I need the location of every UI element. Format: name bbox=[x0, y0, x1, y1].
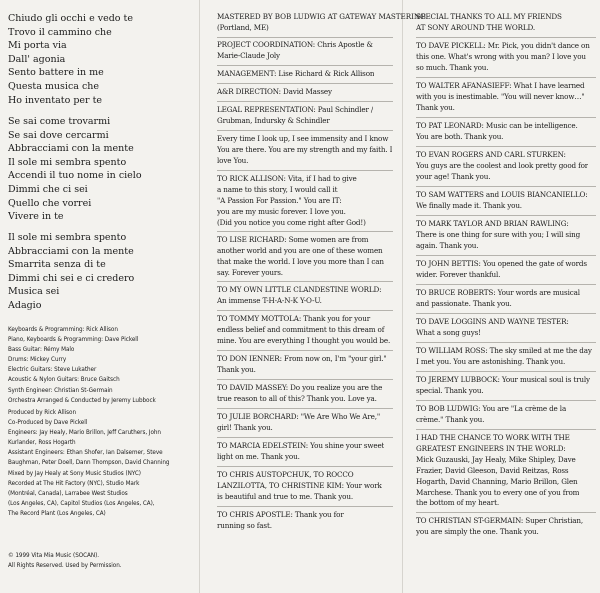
divider-rule bbox=[416, 215, 596, 216]
divider-rule bbox=[416, 77, 596, 78]
ack-line: Thank you. bbox=[217, 364, 256, 374]
lyrics-stanza bbox=[8, 12, 133, 107]
ack-line: say. Forever yours. bbox=[217, 267, 283, 277]
thanks-chris-apostle bbox=[217, 510, 344, 532]
divider-rule bbox=[416, 400, 596, 401]
ack-line: TO EVAN ROGERS AND CARL STURKEN: bbox=[416, 150, 566, 159]
ack-line: wider. Forever thankful. bbox=[416, 269, 501, 279]
ack-line: What a song guys! bbox=[416, 327, 481, 337]
divider-rule bbox=[416, 255, 596, 256]
ack-line: TO WALTER AFANASIEFF: What I have learned bbox=[416, 81, 585, 90]
ack-line: Hogarth, David Channing, Mario Brillon, Glen bbox=[416, 476, 578, 486]
ack-line: running so fast. bbox=[217, 520, 272, 530]
lyric-line: Abbracciami con la mente bbox=[8, 143, 134, 155]
thanks-evan-rogers-carl-sturken bbox=[416, 150, 588, 183]
ack-line: TO MARCIA EDELSTEIN: You shine your sweet bbox=[217, 441, 385, 450]
ack-line: A&R DIRECTION: David Massey bbox=[217, 87, 332, 96]
ack-line: You guys are the coolest and look pretty good for bbox=[416, 160, 589, 170]
copyright-notice bbox=[8, 551, 121, 571]
divider-rule bbox=[416, 117, 596, 118]
thanks-john-bettis bbox=[416, 259, 587, 281]
ack-line: TO TOMMY MOTTOLA: Thank you for your bbox=[217, 314, 370, 323]
credit-line: Piano, Keyboards & Programming: Dave Pickell bbox=[8, 336, 139, 344]
divider-rule bbox=[416, 186, 596, 187]
divider-rule bbox=[217, 466, 393, 467]
thanks-julie-borchard bbox=[217, 412, 380, 434]
ack-line: I HAD THE CHANCE TO WORK WITH THE bbox=[416, 433, 570, 442]
ack-line: MANAGEMENT: Lise Richard & Rick Allison bbox=[217, 69, 375, 78]
divider-rule bbox=[217, 310, 393, 311]
thanks-don-ienner bbox=[217, 354, 387, 376]
ack-line: TO JEREMY LUBBOCK: Your musical soul is truly bbox=[416, 375, 590, 384]
thanks-marcia-edelstein bbox=[217, 441, 384, 463]
divider-rule bbox=[217, 379, 393, 380]
thanks-rick-allison bbox=[217, 174, 366, 229]
ack-line: SPECIAL THANKS TO ALL MY FRIENDS bbox=[416, 12, 562, 21]
credit-line: Kurlander, Ross Hogarth bbox=[8, 439, 76, 447]
ack-line: Marie-Claude Joly bbox=[217, 50, 280, 60]
ack-line: An immense T-H-A-N-K Y-O-U. bbox=[217, 295, 322, 305]
lyrics-stanza bbox=[8, 231, 134, 313]
ack-line: TO BRUCE ROBERTS: Your words are musical bbox=[416, 288, 580, 297]
ack-line: girl! Thank you. bbox=[217, 422, 273, 432]
ack-line: again. Thank you. bbox=[416, 240, 479, 250]
thanks-engineers bbox=[416, 433, 579, 509]
ack-line: We finally made it. Thank you. bbox=[416, 200, 522, 210]
lyric-line: Smarrita senza di te bbox=[8, 259, 106, 271]
credit-line: Synth Engineer: Christian St-Germain bbox=[8, 386, 113, 394]
ack-line: true reason to all of this? Thank you. Love ya. bbox=[217, 393, 377, 403]
credit-line: Assistant Engineers: Ethan Shofer, Ian Dalsemer, Steve bbox=[8, 449, 163, 457]
ack-line: TO CHRIS AUSTOPCHUK, TO ROCCO bbox=[217, 470, 354, 479]
coordination-credit bbox=[217, 40, 373, 62]
panel-fold bbox=[199, 0, 200, 593]
mastering-credit bbox=[217, 12, 426, 34]
ack-line: so much. Thank you. bbox=[416, 62, 489, 72]
credit-line: Keyboards & Programming: Rick Allison bbox=[8, 326, 118, 333]
lyric-line: Adagio bbox=[8, 299, 42, 311]
lyric-line: Mi porta via bbox=[8, 40, 67, 52]
ack-line: (Did you notice you come right after God!) bbox=[217, 217, 366, 227]
ack-line: endless belief and commitment to this dream of bbox=[217, 324, 385, 334]
divider-rule bbox=[217, 65, 393, 66]
ack-line: TO DAVE LOGGINS AND WAYNE TESTER: bbox=[416, 317, 569, 326]
ack-line: TO LISE RICHARD: Some women are from bbox=[217, 235, 369, 244]
divider-rule bbox=[416, 429, 596, 430]
ack-line: a name to this story, I would call it bbox=[217, 184, 338, 194]
lyric-line: Trovo il cammino che bbox=[8, 26, 112, 38]
copyright-line: All Rights Reserved. Used by Permission. bbox=[8, 562, 122, 570]
musician-credits bbox=[8, 325, 156, 406]
divider-rule bbox=[416, 313, 596, 314]
thanks-david-massey bbox=[217, 383, 382, 405]
management-credit bbox=[217, 69, 374, 80]
divider-rule bbox=[416, 146, 596, 147]
legal-credit bbox=[217, 105, 373, 127]
credit-line: Acoustic & Nylon Guitars: Bruce Gaitsch bbox=[8, 376, 120, 384]
ack-line: MASTERED BY BOB LUDWIG AT GATEWAY MASTERING bbox=[217, 12, 426, 21]
thanks-lise-richard bbox=[217, 235, 384, 279]
ack-line: PROJECT COORDINATION: Chris Apostle & bbox=[217, 40, 373, 49]
divider-rule bbox=[217, 437, 393, 438]
divider-rule bbox=[217, 37, 393, 38]
ack-line: I met you. You are astonishing. Thank you. bbox=[416, 356, 566, 366]
ack-line: LANZILOTTA, TO CHRISTINE KIM: Your work bbox=[217, 480, 382, 490]
thanks-bob-ludwig bbox=[416, 404, 566, 426]
panel-fold bbox=[402, 0, 403, 593]
ack-line: another world and you are one of these women bbox=[217, 245, 383, 255]
ack-line: this one. What's wrong with you man? I love you bbox=[416, 51, 586, 61]
ack-line: mine. You are everything I thought you would be. bbox=[217, 335, 391, 345]
ack-line: (Portland, ME) bbox=[217, 22, 269, 32]
ack-line: You are there. You are my strength and my faith. I bbox=[217, 144, 393, 154]
special-thanks-heading bbox=[416, 12, 562, 34]
divider-rule bbox=[416, 512, 596, 513]
ack-line: love You. bbox=[217, 155, 249, 165]
ack-line: light on me. Thank you. bbox=[217, 451, 300, 461]
thanks-chris-austopchuk bbox=[217, 470, 382, 503]
thanks-jeremy-lubbock bbox=[416, 375, 590, 397]
credit-line: (Montréal, Canada), Larrabee West Studios bbox=[8, 489, 128, 497]
divider-rule bbox=[416, 284, 596, 285]
ack-line: TO JULIE BORCHARD: "We Are Who We Are," bbox=[217, 412, 381, 421]
ack-line: TO MY OWN LITTLE CLANDESTINE WORLD: bbox=[217, 285, 382, 294]
credit-line: (Los Angeles, CA), Capitol Studios (Los Angeles, CA), bbox=[8, 499, 155, 507]
ack-line: Mick Guzauski, Jay Healy, Mike Shipley, Dave bbox=[416, 454, 576, 464]
lyrics-stanza bbox=[8, 115, 142, 224]
lyric-line: Se sai come trovarmi bbox=[8, 116, 111, 127]
thanks-mark-taylor-brian-rawling bbox=[416, 219, 580, 252]
lyric-line: Questa musica che bbox=[8, 80, 100, 92]
lyric-line: Ho inventato per te bbox=[8, 94, 103, 106]
ack-line: TO PAT LEONARD: Music can be intelligence. bbox=[416, 121, 578, 130]
divider-rule bbox=[217, 101, 393, 102]
ack-line: Grubman, Indursky & Schindler bbox=[217, 115, 330, 125]
divider-rule bbox=[217, 281, 393, 282]
ack-line: TO CHRISTIAN ST-GERMAIN: Super Christian, bbox=[416, 516, 583, 525]
ack-line: TO CHRIS APOSTLE: Thank you for bbox=[217, 510, 344, 519]
credit-line: Recorded at The Hit Factory (NYC), Studio Mark bbox=[8, 479, 140, 487]
ack-line: Every time I look up, I see immensity and I know bbox=[217, 134, 389, 143]
divider-rule bbox=[217, 506, 393, 507]
ack-line: LEGAL REPRESENTATION: Paul Schindler / bbox=[217, 105, 374, 114]
ack-line: Frazier, David Gleeson, David Reitzas, Ross bbox=[416, 465, 569, 475]
credit-line: Co-Produced by Dave Pickell bbox=[8, 419, 88, 427]
divider-rule bbox=[217, 350, 393, 351]
ack-line: GREATEST ENGINEERS IN THE WORLD: bbox=[416, 443, 566, 453]
thanks-bruce-roberts bbox=[416, 288, 580, 310]
lyric-line: Sento battere in me bbox=[8, 67, 104, 79]
ack-line: TO WILLIAM ROSS: The sky smiled at me the day bbox=[416, 346, 592, 355]
ack-line: There is one thing for sure with you; I will sing bbox=[416, 229, 581, 239]
ack-line: crème." Thank you. bbox=[416, 414, 485, 424]
divider-rule bbox=[217, 170, 393, 171]
ack-line: the bottom of my heart. bbox=[416, 498, 499, 508]
ack-line: and passionate. Thank you. bbox=[416, 298, 512, 308]
credit-line: Electric Guitars: Steve Lukather bbox=[8, 366, 97, 374]
ack-line: TO SAM WATTERS and LOUIS BIANCANIELLO: bbox=[416, 190, 588, 199]
credit-line: Drums: Mickey Curry bbox=[8, 356, 67, 364]
ack-line: Marchese. Thank you to every one of you from bbox=[416, 487, 580, 497]
thanks-clandestine-world bbox=[217, 285, 381, 307]
ack-line: TO JOHN BETTIS: You opened the gate of words bbox=[416, 259, 587, 268]
ack-line: TO DAVID MASSEY: Do you realize you are the bbox=[217, 383, 383, 392]
ack-line: special. Thank you. bbox=[416, 385, 484, 395]
ack-line: is beautiful and true to me. Thank you. bbox=[217, 491, 353, 501]
ack-line: "A Passion For Passion." You are IT: bbox=[217, 195, 342, 205]
ack-line: AT SONY AROUND THE WORLD. bbox=[416, 22, 535, 32]
thanks-dave-pickell bbox=[416, 41, 590, 74]
thanks-william-ross bbox=[416, 346, 592, 368]
thanks-dave-loggins-wayne-tester bbox=[416, 317, 569, 339]
divider-rule bbox=[217, 83, 393, 84]
divider-rule bbox=[416, 342, 596, 343]
lyric-line: Dall' agonia bbox=[8, 53, 66, 65]
thanks-walter-afanasieff bbox=[416, 81, 585, 114]
anr-credit bbox=[217, 87, 332, 98]
thanks-tommy-mottola bbox=[217, 314, 390, 347]
ack-line: that make the world. I love you more than I can bbox=[217, 256, 384, 266]
divider-rule bbox=[416, 37, 596, 38]
credit-line: Bass Guitar: Rémy Malo bbox=[8, 346, 75, 354]
credit-line: Orchestra Arranged & Conducted by Jeremy Lubbock bbox=[8, 396, 156, 404]
ack-line: You are both. Thank you. bbox=[416, 131, 504, 141]
ack-line: TO BOB LUDWIG: You are "La crème de la bbox=[416, 404, 567, 413]
dedication-paragraph bbox=[217, 134, 392, 167]
divider-rule bbox=[217, 231, 393, 232]
ack-line: Thank you. bbox=[416, 102, 455, 112]
divider-rule bbox=[217, 408, 393, 409]
credit-line: Engineers: Jay Healy, Mario Brillon, Jeff Caruthers, John bbox=[8, 429, 161, 437]
lyric-line: Se sai dove cercarmi bbox=[8, 129, 109, 141]
ack-line: with you is inestimable. "You will never know…" bbox=[416, 91, 585, 101]
lyric-line: Vivere in te bbox=[8, 211, 64, 223]
lyric-line: Il sole mi sembra spento bbox=[8, 156, 127, 168]
thanks-pat-leonard bbox=[416, 121, 578, 143]
divider-rule bbox=[416, 371, 596, 372]
ack-line: TO MARK TAYLOR AND BRIAN RAWLING: bbox=[416, 219, 569, 228]
copyright-line: © 1999 Vita Mia Music (SOCAN). bbox=[8, 552, 99, 559]
production-credits bbox=[8, 408, 169, 519]
ack-line: you are simply the one. Thank you. bbox=[416, 526, 539, 536]
lyric-line: Accendi il tuo nome in cielo bbox=[8, 170, 142, 182]
lyric-line: Musica sei bbox=[8, 286, 60, 298]
lyric-line: Chiudo gli occhi e vedo te bbox=[8, 13, 133, 24]
lyric-line: Dimmi che ci sei bbox=[8, 183, 88, 195]
thanks-christian-st-germain bbox=[416, 516, 583, 538]
lyric-line: Quello che vorrei bbox=[8, 197, 92, 209]
divider-rule bbox=[217, 130, 393, 131]
ack-line: TO DON IENNER: From now on, I'm "your girl." bbox=[217, 354, 387, 363]
lyric-line: Il sole mi sembra spento bbox=[8, 232, 127, 243]
credit-line: Produced by Rick Allison bbox=[8, 409, 77, 416]
thanks-sam-watters-louis-biancaniello bbox=[416, 190, 588, 212]
credit-line: The Record Plant (Los Angeles, CA) bbox=[8, 509, 106, 517]
ack-line: your age! Thank you. bbox=[416, 171, 491, 181]
lyric-line: Abbracciami con la mente bbox=[8, 245, 134, 257]
credit-line: Mixed by Jay Healy at Sony Music Studios (NYC) bbox=[8, 469, 141, 477]
credit-line: Baughman, Peter Doell, Dann Thompson, David Channing bbox=[8, 459, 170, 467]
ack-line: you are my music forever. I love you. bbox=[217, 206, 346, 216]
lyric-line: Dimmi chi sei e ci credero bbox=[8, 272, 135, 284]
ack-line: TO RICK ALLISON: Vita, if I had to give bbox=[217, 174, 357, 183]
ack-line: TO DAVE PICKELL: Mr. Pick, you didn't dance on bbox=[416, 41, 590, 50]
